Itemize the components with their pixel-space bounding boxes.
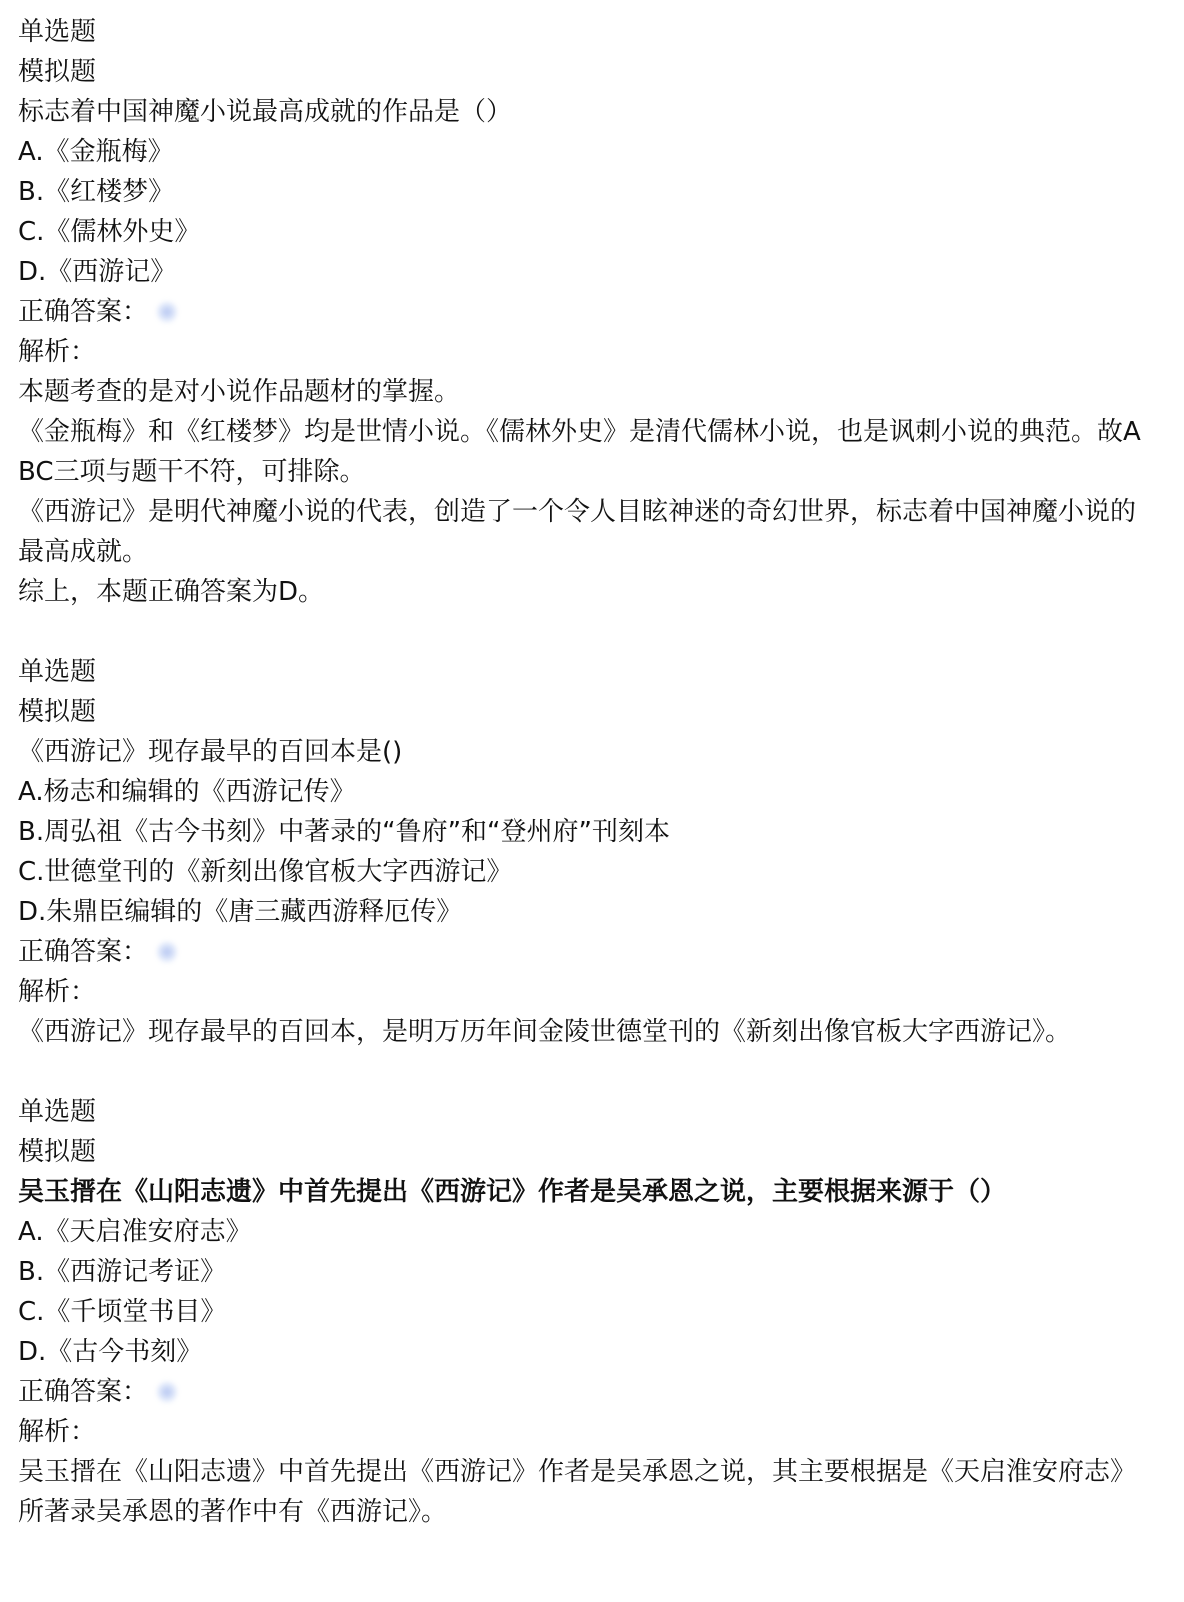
analysis-paragraph: 《西游记》现存最早的百回本，是明万历年间金陵世德堂刊的《新刻出像官板大字西游记》。 (18, 1017, 1072, 1047)
question-block-2 (18, 652, 1184, 1052)
analysis-paragraph: 《西游记》是明代神魔小说的代表，创造了一个令人目眩神迷的奇幻世界，标志着中国神魔小说的最高成就。 (18, 497, 1137, 567)
option-b: B.《西游记考证》 (18, 1257, 227, 1287)
blurred-answer-icon (156, 940, 178, 964)
answer-label: 正确答案： (18, 1377, 149, 1407)
analysis-paragraph: 《金瓶梅》和《红楼梦》均是世情小说。《儒林外史》是清代儒林小说，也是讽刺小说的典范。故ABC三项与题干不符，可排除。 (18, 417, 1141, 487)
option-d: D.朱鼎臣编辑的《唐三藏西游释厄传》 (18, 897, 463, 927)
option-c: C.《儒林外史》 (18, 217, 201, 247)
blurred-answer-icon (156, 1380, 178, 1404)
analysis-paragraph: 本题考查的是对小说作品题材的掌握。 (18, 377, 461, 407)
answer-label: 正确答案： (18, 297, 149, 327)
question-type: 单选题 (18, 657, 97, 687)
analysis-paragraph: 综上，本题正确答案为D。 (18, 577, 325, 607)
question-stem: 标志着中国神魔小说最高成就的作品是（） (18, 97, 513, 127)
option-c: C.《千顷堂书目》 (18, 1297, 227, 1327)
answer-row (18, 1372, 1168, 1412)
question-block-1 (18, 12, 1184, 612)
answer-label: 正确答案： (18, 937, 149, 967)
option-b: B.周弘祖《古今书刻》中著录的“鲁府”和“登州府”刊刻本 (18, 817, 670, 847)
question-block-3 (18, 1092, 1184, 1532)
option-d: D.《西游记》 (18, 257, 177, 287)
question-stem: 《西游记》现存最早的百回本是() (18, 737, 403, 767)
question-type: 单选题 (18, 1097, 97, 1127)
question-source: 模拟题 (18, 57, 97, 87)
option-a: A.《金瓶梅》 (18, 137, 174, 167)
question-source: 模拟题 (18, 1137, 97, 1167)
answer-row (18, 932, 1168, 972)
option-d: D.《古今书刻》 (18, 1337, 203, 1367)
analysis-label: 解析： (18, 1417, 97, 1447)
option-a: A.《天启准安府志》 (18, 1217, 252, 1247)
option-a: A.杨志和编辑的《西游记传》 (18, 777, 356, 807)
analysis-label: 解析： (18, 977, 97, 1007)
option-b: B.《红楼梦》 (18, 177, 175, 207)
blurred-answer-icon (156, 300, 178, 324)
question-source: 模拟题 (18, 697, 97, 727)
answer-row (18, 292, 1168, 332)
option-c: C.世德堂刊的《新刻出像官板大字西游记》 (18, 857, 513, 887)
analysis-label: 解析： (18, 337, 97, 367)
analysis-paragraph: 吴玉搢在《山阳志遗》中首先提出《西游记》作者是吴承恩之说，其主要根据是《天启淮安府志》所著录吴承恩的著作中有《西游记》。 (18, 1457, 1137, 1527)
question-type: 单选题 (18, 17, 97, 47)
question-stem: 吴玉搢在《山阳志遗》中首先提出《西游记》作者是吴承恩之说，主要根据来源于（） (18, 1177, 1007, 1207)
